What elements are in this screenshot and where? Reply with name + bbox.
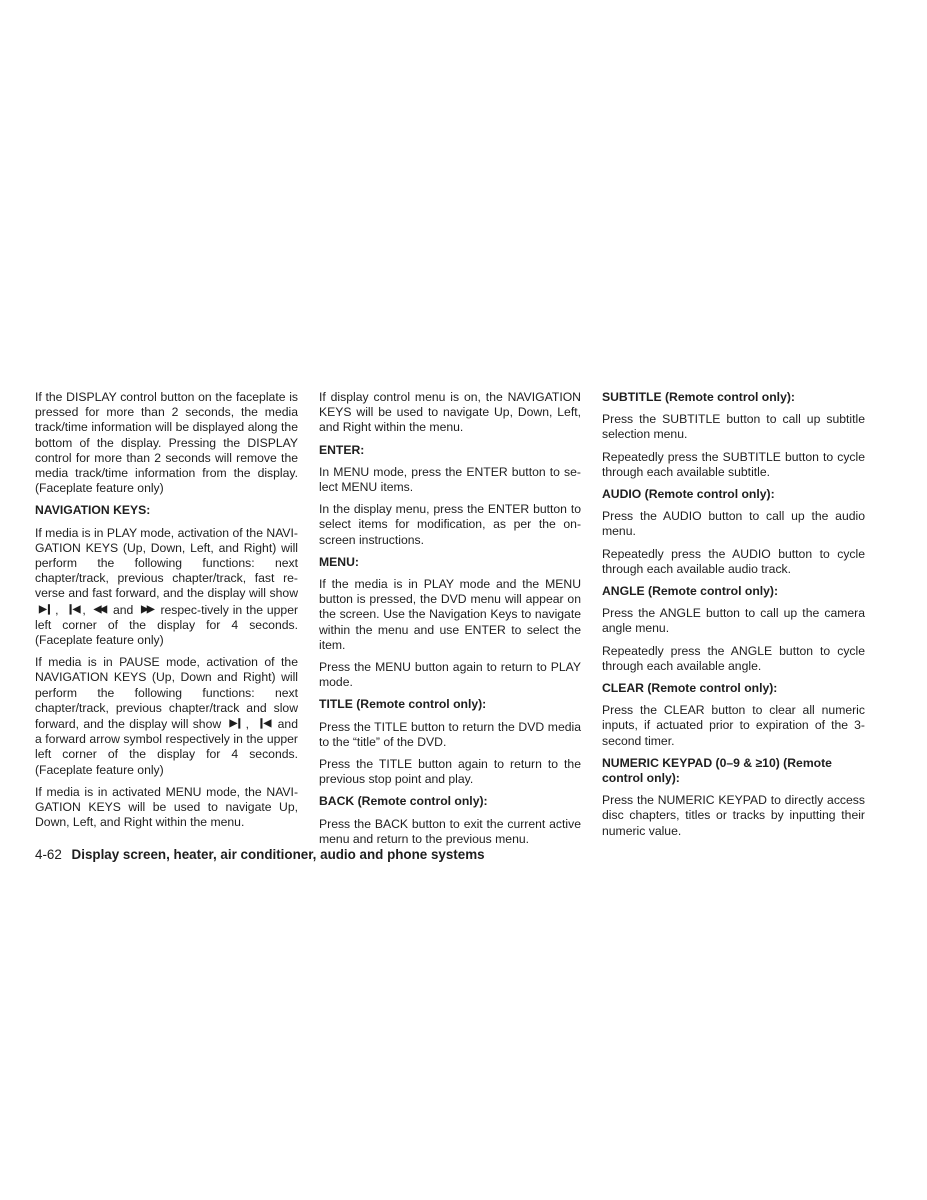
clear-heading: CLEAR (Remote control only): (602, 681, 778, 696)
fast-forward-icon: ▶▶ (141, 603, 153, 615)
subtitle-paragraph-1: Press the SUBTITLE button to call up subtitle selection menu. (602, 412, 865, 442)
next-icon: ▶❙ (39, 603, 52, 615)
title-paragraph-2: Press the TITLE button again to return to the previous stop point and play. (319, 757, 581, 787)
column-1 (35, 390, 298, 837)
menu-paragraph-2: Press the MENU button again to return to PLAY mode. (319, 660, 581, 690)
menu-heading: MENU: (319, 554, 359, 569)
play-mode-text-a: If media is in PLAY mode, activation of the NAVI-GATION KEYS (Up, Down, Left, and Right) will perform the following functions: next chapter/track, previous chapter/track, fast re-verse and fast forward, and the display will show (35, 525, 298, 601)
angle-paragraph-2: Repeatedly press the ANGLE button to cycle through each available angle. (602, 643, 865, 673)
numeric-keypad-paragraph: Press the NUMERIC KEYPAD to directly access disc chapters, titles or tracks by inputting their numeric value. (602, 793, 865, 838)
angle-heading: ANGLE (Remote control only): (602, 584, 779, 599)
audio-heading: AUDIO (Remote control only): (602, 487, 775, 502)
and-word: and (112, 602, 134, 617)
column-3 (602, 390, 865, 846)
display-paragraph: If the DISPLAY control button on the faceplate is pressed for more than 2 seconds, the media track/time information will be displayed along the bottom of the display. Pressing the DISPLAY control for more than 2 seconds will remove the media track/time information from the display. (Faceplate feature only) (35, 390, 298, 496)
numeric-keypad-heading: NUMERIC KEYPAD (0–9 & ≥10) (Remote control only): (602, 755, 832, 786)
menu-mode-paragraph: If media is in activated MENU mode, the NAVI-GATION KEYS will be used to navigate Up, Down, Left, and Right within the menu. (35, 784, 298, 830)
separator: , (82, 602, 86, 617)
separator: , (245, 717, 249, 732)
back-heading: BACK (Remote control only): (319, 794, 488, 809)
enter-paragraph-2: In the display menu, press the ENTER button to select items for modification, as per the on-screen instructions. (319, 502, 581, 547)
title-heading: TITLE (Remote control only): (319, 697, 487, 712)
title-paragraph-1: Press the TITLE button to return the DVD media to the “title” of the DVD. (319, 719, 581, 749)
navigation-keys-heading: NAVIGATION KEYS: (35, 503, 151, 518)
enter-heading: ENTER: (319, 442, 365, 457)
menu-paragraph-1: If the media is in PLAY mode and the MENU button is pressed, the DVD menu will appear on the screen. Use the Navigation Keys to navigate within the menu and use ENTER to select the item. (319, 577, 581, 652)
audio-paragraph-1: Press the AUDIO button to call up the audio menu. (602, 509, 865, 539)
play-mode-paragraph (35, 526, 298, 649)
next-icon: ▶❙ (229, 718, 242, 730)
previous-icon: ❙◀ (257, 718, 270, 730)
page-number: 4-62 (35, 847, 62, 862)
section-title: Display screen, heater, air conditioner, audio and phone systems (71, 847, 485, 862)
pause-mode-paragraph (35, 655, 298, 778)
column-2 (319, 390, 581, 854)
clear-paragraph: Press the CLEAR button to clear all numeric inputs, if actuated prior to expiration of the 3-second timer. (602, 703, 865, 748)
previous-icon: ❙◀ (66, 603, 79, 615)
display-menu-paragraph: If display control menu is on, the NAVIGATION KEYS will be used to navigate Up, Down, Left, and Right within the menu. (319, 390, 581, 435)
subtitle-heading: SUBTITLE (Remote control only): (602, 390, 795, 404)
play-mode-text-b: respec-tively in the upper left corner of the display for 4 seconds. (Faceplate feature only) (35, 602, 299, 648)
back-paragraph: Press the BACK button to exit the current active menu and return to the previous menu. (319, 816, 581, 846)
page-footer (35, 847, 485, 862)
separator: , (55, 602, 59, 617)
subtitle-paragraph-2: Repeatedly press the SUBTITLE button to cycle through each available subtitle. (602, 449, 865, 479)
audio-paragraph-2: Repeatedly press the AUDIO button to cycle through each available audio track. (602, 546, 865, 576)
angle-paragraph-1: Press the ANGLE button to call up the camera angle menu. (602, 606, 865, 636)
rewind-icon: ◀◀ (93, 603, 106, 615)
enter-paragraph-1: In MENU mode, press the ENTER button to se-lect MENU items. (319, 464, 581, 495)
pause-mode-text-a: If media is in PAUSE mode, activation of the NAVIGATION KEYS (Up, Down and Right) will perform the following functions: next chapter/track, previous chapter/track and slow forward, and the display will show (35, 655, 298, 732)
pause-mode-text-b: and a forward arrow symbol respectively in the upper left corner of the display for 4 seconds. (Faceplate feature only) (35, 717, 298, 777)
